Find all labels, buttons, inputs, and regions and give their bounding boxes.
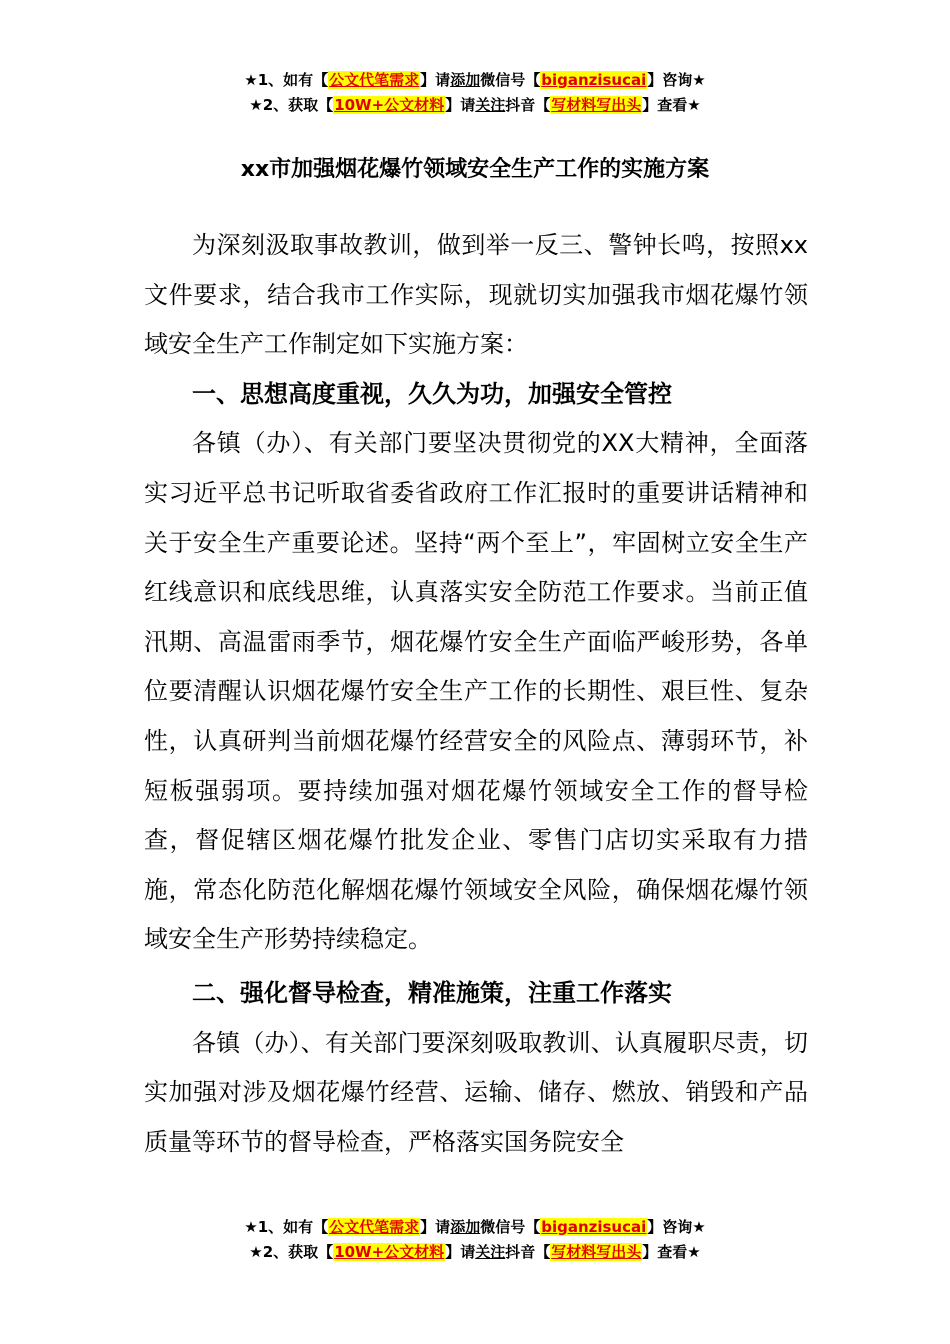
banner-underline: 关注 <box>475 1243 506 1261</box>
banner-line-2 <box>0 93 950 118</box>
document-body <box>144 221 808 1167</box>
banner-text: 】请 <box>445 1243 476 1261</box>
banner-text: 抖音【 <box>505 96 551 114</box>
banner-text: 】请 <box>445 96 476 114</box>
banner-line-1 <box>0 1215 950 1240</box>
banner-text: ★1、如有【 <box>244 1218 329 1236</box>
banner-text: 】查看★ <box>642 96 701 114</box>
bottom-banner <box>0 1215 950 1265</box>
banner-highlight: biganzisucai <box>541 1218 647 1236</box>
banner-highlight: 公文代笔需求 <box>329 1218 420 1236</box>
top-banner <box>0 68 950 118</box>
banner-highlight: biganzisucai <box>541 71 647 89</box>
banner-text: 】咨询★ <box>647 1218 706 1236</box>
banner-text: 】查看★ <box>642 1243 701 1261</box>
banner-text: ★1、如有【 <box>244 71 329 89</box>
banner-underline: 添加 <box>450 1218 481 1236</box>
banner-text: 微信号【 <box>480 1218 541 1236</box>
banner-text: ★2、获取【 <box>249 1243 334 1261</box>
section-1-paragraph: 各镇（办）、有关部门要坚决贯彻党的XX大精神，全面落实习近平总书记听取省委省政府工作汇报时的重要讲话精神和关于安全生产重要论述。坚持“两个至上”，牢固树立安全生产红线意识和底线思维，认真落实安全防范工作要求。当前正值汛期、高温雷雨季节，烟花爆竹安全生产面临严峻形势，各单位要清醒认识烟花爆竹安全生产工作的长期性、艰巨性、复杂性，认真研判当前烟花爆竹经营安全的风险点、薄弱环节，补短板强弱项。要持续加强对烟花爆竹领域安全工作的督导检查，督促辖区烟花爆竹批发企业、零售门店切实采取有力措施，常态化防范化解烟花爆竹领域安全风险，确保烟花爆竹领域安全生产形势持续稳定。 <box>144 429 808 954</box>
section-2-heading: 二、强化督导检查，精准施策，注重工作落实 <box>192 978 672 1007</box>
section-1-heading: 一、思想高度重视，久久为功，加强安全管控 <box>192 379 672 408</box>
banner-highlight: 写材料写出头 <box>551 1243 642 1261</box>
document-title: xx市加强烟花爆竹领域安全生产工作的实施方案 <box>240 157 710 182</box>
banner-underline: 关注 <box>475 96 506 114</box>
banner-highlight: 写材料写出头 <box>551 96 642 114</box>
banner-underline: 添加 <box>450 71 481 89</box>
banner-highlight: 10W+公文材料 <box>334 1243 445 1261</box>
banner-line-2 <box>0 1240 950 1265</box>
banner-line-1 <box>0 68 950 93</box>
banner-text: 】请 <box>420 71 451 89</box>
banner-text: 】请 <box>420 1218 451 1236</box>
banner-text: 】咨询★ <box>647 71 706 89</box>
banner-text: ★2、获取【 <box>249 96 334 114</box>
intro-paragraph: 为深刻汲取事故教训，做到举一反三、警钟长鸣，按照xx文件要求，结合我市工作实际，现就切实加强我市烟花爆竹领域安全生产工作制定如下实施方案： <box>144 231 808 359</box>
section-2-paragraph: 各镇（办）、有关部门要深刻吸取教训、认真履职尽责，切实加强对涉及烟花爆竹经营、运输、储存、燃放、销毁和产品质量等环节的督导检查，严格落实国务院安全 <box>144 1028 808 1156</box>
banner-highlight: 公文代笔需求 <box>329 71 420 89</box>
banner-text: 抖音【 <box>505 1243 551 1261</box>
banner-highlight: 10W+公文材料 <box>334 96 445 114</box>
banner-text: 微信号【 <box>480 71 541 89</box>
